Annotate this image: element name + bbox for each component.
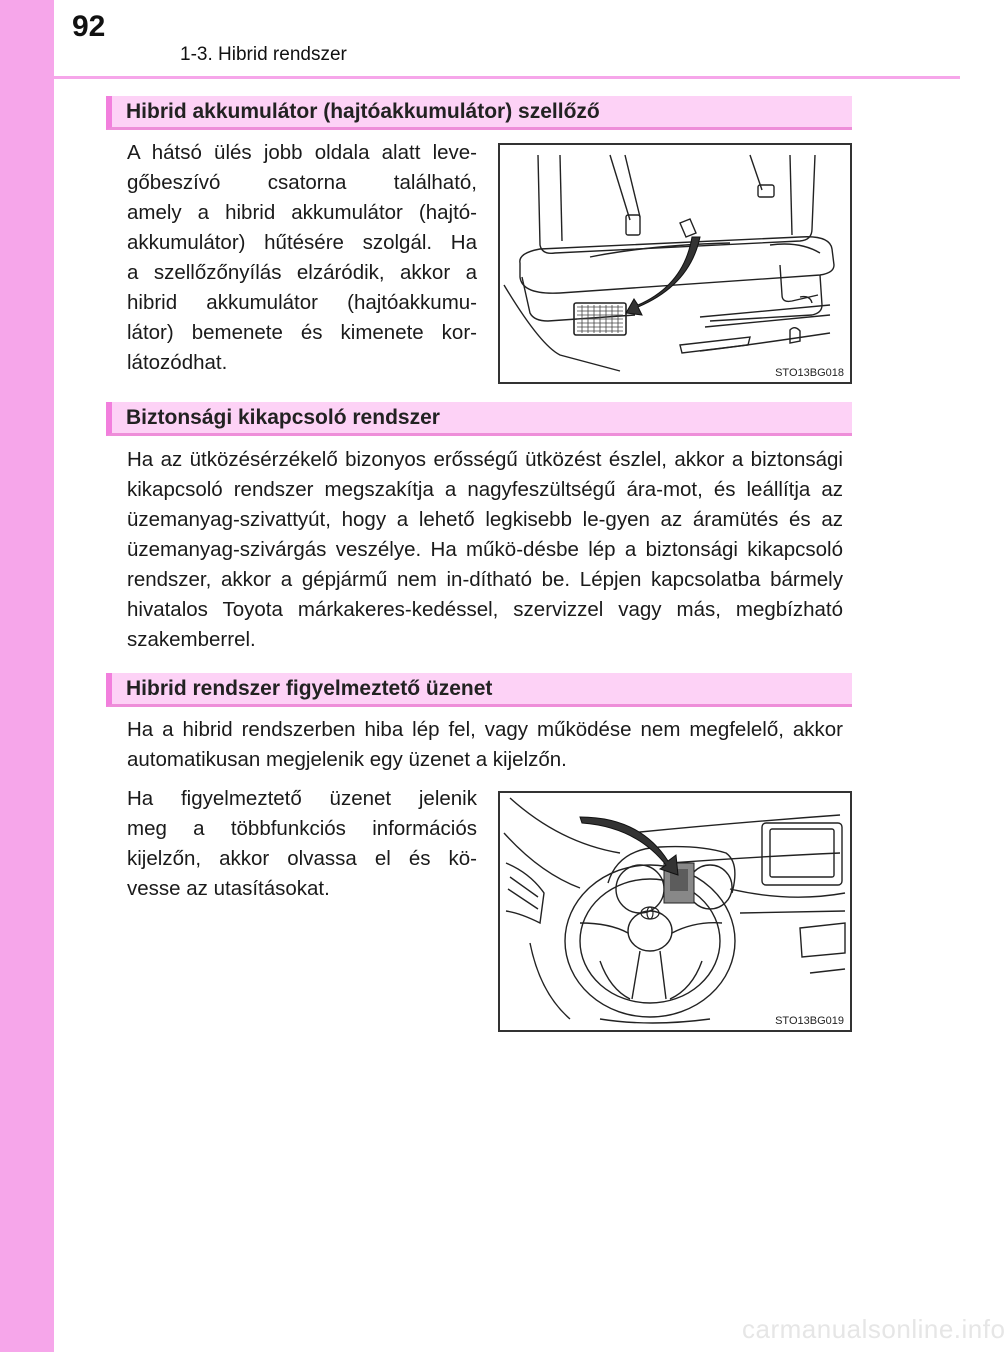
section-heading-text: Hibrid rendszer figyelmeztető üzenet bbox=[126, 677, 493, 700]
text-line: gőbeszívó csatorna található, bbox=[127, 171, 477, 194]
text-line: A hátsó ülés jobb oldala alatt leve- bbox=[127, 141, 477, 164]
figure-code: STO13BG018 bbox=[775, 367, 844, 379]
text-line: kijelzőn, akkor olvassa el és kö- bbox=[127, 847, 477, 870]
figure-code: STO13BG019 bbox=[775, 1015, 844, 1027]
section-heading-warning-message bbox=[106, 673, 852, 707]
text-line: Ha figyelmeztető üzenet jelenik bbox=[127, 787, 477, 810]
text-line: hibrid akkumulátor (hajtóakkumu- bbox=[127, 291, 477, 314]
text-line: a szellőzőnyílás elzáródik, akkor a bbox=[127, 261, 477, 284]
rear-seat-vent-illustration bbox=[498, 143, 852, 384]
warning-message-paragraph: Ha a hibrid rendszerben hiba lép fel, vagy működése nem megfelelő, akkor automatikusan megjelenik egy üzenet a kijelzőn. bbox=[127, 718, 843, 771]
dashboard-display-illustration bbox=[498, 791, 852, 1032]
text-line: vesse az utasításokat. bbox=[127, 877, 330, 900]
text-line: akkumulátor) hűtésére szolgál. Ha bbox=[127, 231, 477, 254]
section-heading-text: Biztonsági kikapcsoló rendszer bbox=[126, 406, 440, 429]
header-rule bbox=[54, 76, 960, 79]
rear-seat-drawing bbox=[500, 145, 850, 382]
section-heading-text: Hibrid akkumulátor (hajtóakkumulátor) szellőző bbox=[126, 100, 600, 123]
section-heading-battery-vent bbox=[106, 96, 852, 130]
side-color-band bbox=[0, 0, 54, 1352]
section-heading-safety-cutoff bbox=[106, 402, 852, 436]
page-number: 92 bbox=[72, 10, 106, 43]
chapter-title: 1-3. Hibrid rendszer bbox=[180, 44, 347, 65]
safety-cutoff-paragraph: Ha az ütközésérzékelő bizonyos erősségű ütközést észlel, akkor a biztonsági kikapcsoló rendszer megszakítja a nagyfeszültségű ára-mot, és leállítja az üzemanyag-szivattyút, hogy a lehető legkisebb le-gyen az áramütés és az üzemanyag-szivárgás veszélye. Ha műkö-désbe lép a biztonsági kikapcsoló rendszer, akkor a gépjármű nem in-dítható be. Lépjen kapcsolatba bármely hivatalos Toyota márkakeres-kedéssel, szervizzel vagy más, megbízható szakemberrel. bbox=[127, 448, 843, 651]
warning-instruction-text bbox=[127, 784, 477, 904]
text-line: meg a többfunkciós információs bbox=[127, 817, 477, 840]
dashboard-drawing bbox=[500, 793, 850, 1030]
watermark: carmanualsonline.info bbox=[742, 1314, 1005, 1344]
battery-vent-text bbox=[127, 138, 477, 378]
text-line: amely a hibrid akkumulátor (hajtó- bbox=[127, 201, 477, 224]
text-line: látor) bemenete és kimenete kor- bbox=[127, 321, 477, 344]
text-line: látozódhat. bbox=[127, 351, 228, 374]
